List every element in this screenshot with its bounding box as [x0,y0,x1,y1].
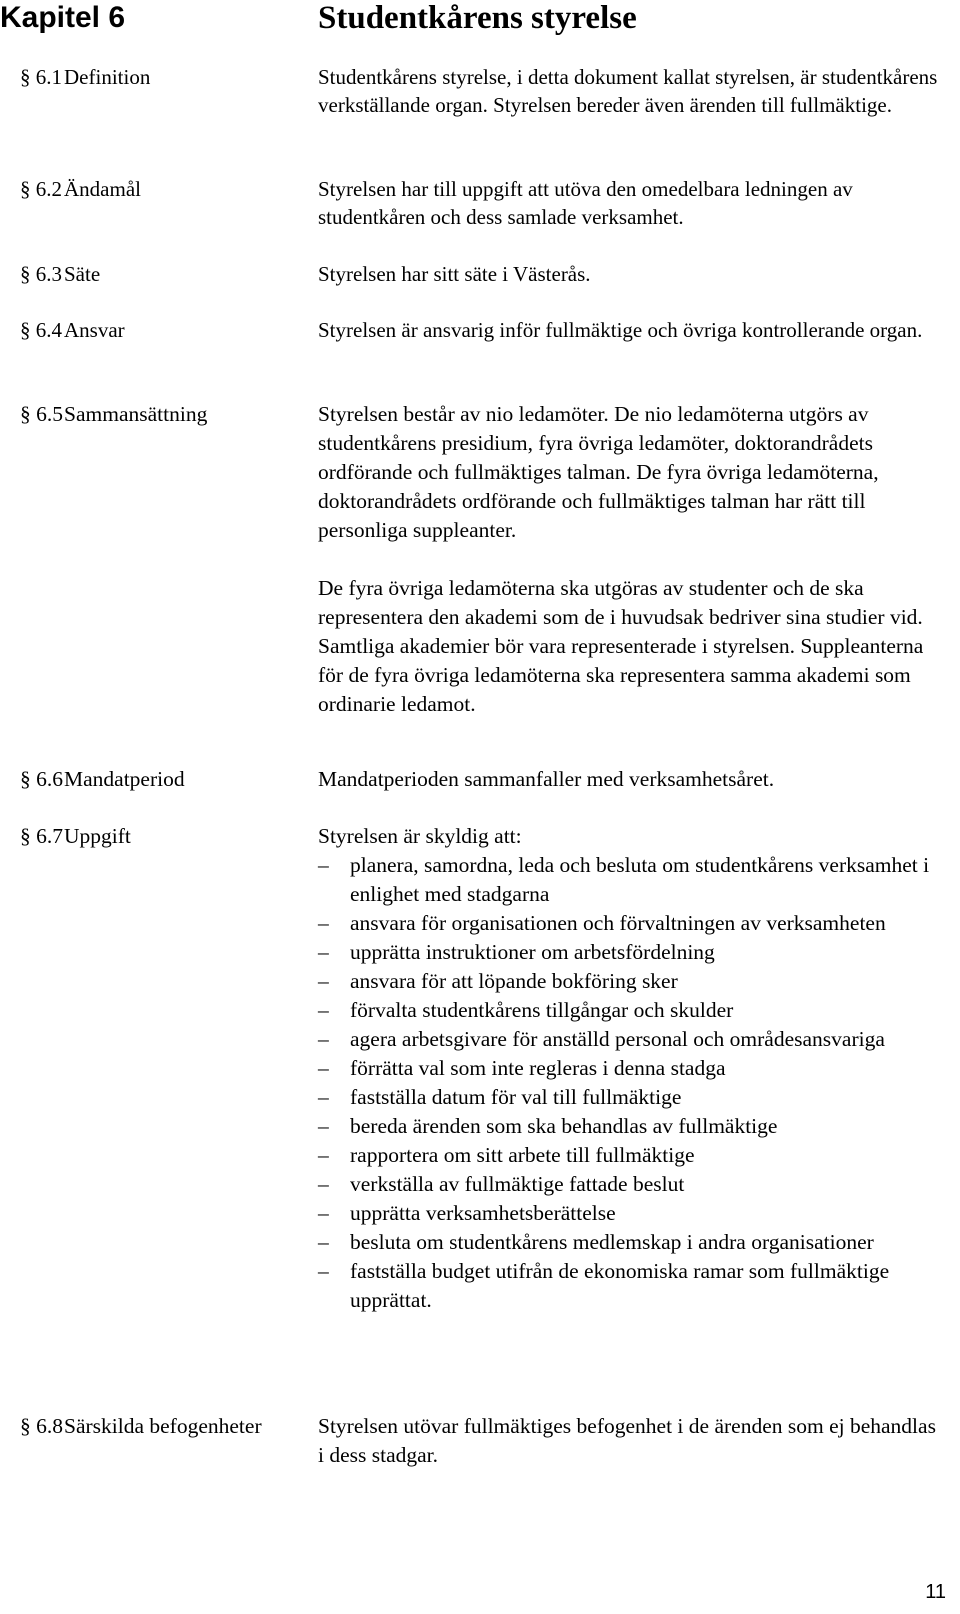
list-item [318,1112,943,1141]
section-number: § 6.6 [20,767,63,791]
list-item [318,938,943,967]
list-item-text: förvalta studentkårens tillgångar och skulder [350,998,734,1022]
dash-marker: – [318,1172,329,1196]
section-text: Mandatperioden sammanfaller med verksamhetsåret. [318,767,775,791]
dash-marker: – [318,911,329,935]
list-item [318,1170,943,1199]
list-item-text: fastställa budget utifrån de ekonomiska ramar som fullmäktige upprättat. [350,1259,890,1312]
list-item-text: fastställa datum för val till fullmäktige [350,1085,682,1109]
list-item [318,1228,943,1257]
page-number: 11 [925,1581,946,1603]
list-item-text: besluta om studentkårens medlemskap i andra organisationer [350,1230,874,1254]
section-text: Styrelsen har till uppgift att utöva den omedelbara ledningen av studentkåren och dess samlade verksamhet. [318,177,853,229]
list-item [318,996,943,1025]
list-item-text: bereda ärenden som ska behandlas av fullmäktige [350,1114,778,1138]
section-name: Ändamål [64,177,141,201]
section-number: § 6.2 [20,177,62,201]
section-number: § 6.1 [20,65,62,89]
list-item-text: ansvara för organisationen och förvaltningen av verksamheten [350,911,886,935]
list-item [318,851,943,909]
list-item-text: verkställa av fullmäktige fattade beslut [350,1172,685,1196]
section-number: § 6.7 [20,824,63,848]
dash-marker: – [318,1201,329,1225]
list-item [318,909,943,938]
section-name: Mandatperiod [64,767,185,791]
dash-marker: – [318,969,329,993]
list-item-text: upprätta instruktioner om arbetsfördelning [350,940,715,964]
section-name: Särskilda befogenheter [64,1414,262,1438]
dash-marker: – [318,1259,329,1283]
list-item [318,1141,943,1170]
section-text: Styrelsen utövar fullmäktiges befogenhet i de ärenden som ej behandlas i dess stadgar. [318,1414,936,1467]
dash-marker: – [318,1230,329,1254]
section-paragraph: De fyra övriga ledamöterna ska utgöras av studenter och de ska representera den akademi som de i huvudsak bedriver sina studier vid. Samtliga akademier bör vara representerade i styrelsen. Suppleanterna för de fyra övriga ledamöterna ska representera samma akademi som ordinarie ledamot. [318,576,924,716]
section-text: Studentkårens styrelse, i detta dokument kallat styrelsen, är studentkårens verkställande organ. Styrelsen bereder även ärenden till fullmäktige. [318,65,938,117]
list-item [318,1257,943,1315]
dash-marker: – [318,1143,329,1167]
list-item-text: upprätta verksamhetsberättelse [350,1201,616,1225]
list-item [318,967,943,996]
section-name: Sammansättning [64,402,208,426]
chapter-label: Kapitel 6 [0,1,126,34]
list-item-text: rapportera om sitt arbete till fullmäktige [350,1143,695,1167]
section-text: Styrelsen är ansvarig inför fullmäktige och övriga kontrollerande organ. [318,318,923,342]
section-body [318,822,943,1315]
section-name: Säte [64,262,101,286]
section-number: § 6.8 [20,1414,63,1438]
dash-marker: – [318,853,329,877]
section-number: § 6.3 [20,262,62,286]
duties-list [318,851,943,1315]
section-number: § 6.4 [20,318,62,342]
chapter-title: Studentkårens styrelse [318,0,637,36]
section-number: § 6.5 [20,402,63,426]
section-text: Styrelsen har sitt säte i Västerås. [318,262,591,286]
list-item-text: ansvara för att löpande bokföring sker [350,969,678,993]
dash-marker: – [318,1114,329,1138]
list-item-text: agera arbetsgivare för anställd personal och områdesansvariga [350,1027,885,1051]
dash-marker: – [318,1027,329,1051]
dash-marker: – [318,1056,329,1080]
section-body [318,400,943,719]
section-name: Definition [64,65,151,89]
dash-marker: – [318,1085,329,1109]
section-name: Ansvar [64,318,125,342]
dash-marker: – [318,998,329,1022]
dash-marker: – [318,940,329,964]
duties-intro: Styrelsen är skyldig att: [318,824,522,848]
list-item-text: förrätta val som inte regleras i denna stadga [350,1056,726,1080]
section-paragraph: Styrelsen består av nio ledamöter. De nio ledamöterna utgörs av studentkårens presidium, fyra övriga ledamöter, doktorandrådets ordförande och fullmäktiges talman. De fyra övriga ledamöterna, doktorandrådets ordförande och fullmäktiges talman har rätt till personliga suppleanter. [318,402,879,542]
list-item [318,1054,943,1083]
list-item [318,1199,943,1228]
section-name: Uppgift [64,824,131,848]
list-item-text: planera, samordna, leda och besluta om studentkårens verksamhet i enlighet med stadgarna [350,853,930,906]
list-item [318,1025,943,1054]
list-item [318,1083,943,1112]
